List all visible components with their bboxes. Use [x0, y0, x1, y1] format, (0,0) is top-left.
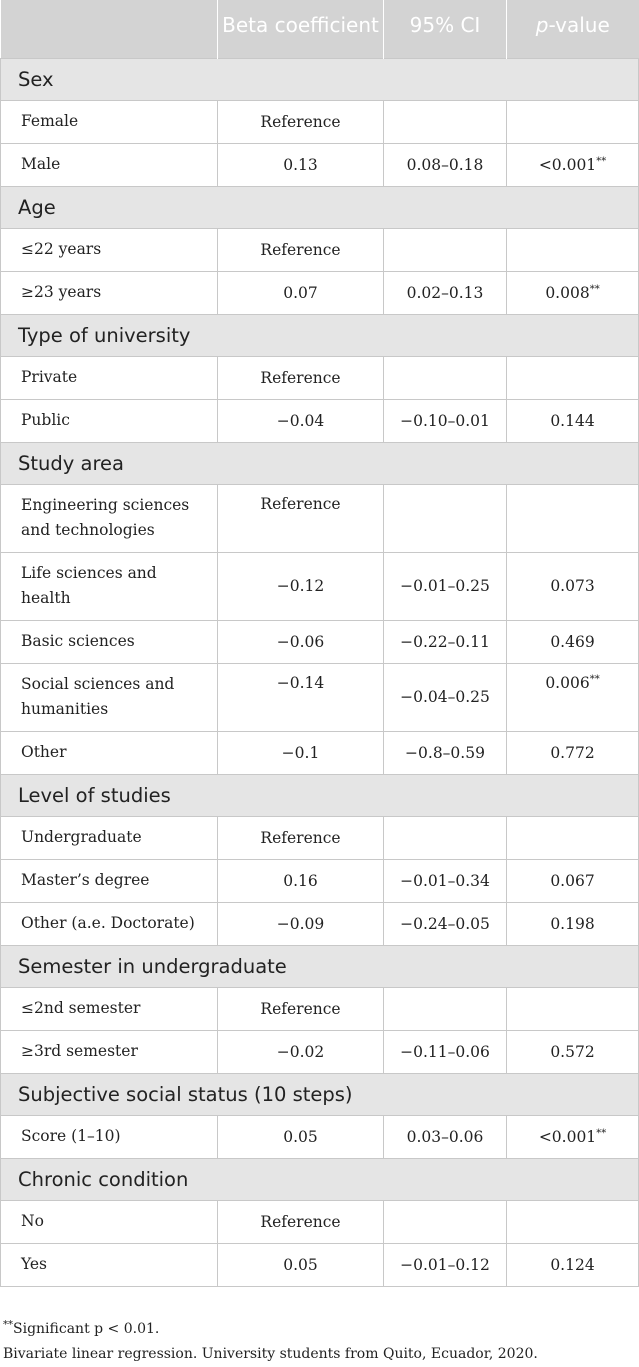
section-title: Semester in undergraduate: [1, 945, 639, 987]
table-row: [1, 620, 639, 663]
table-row: [1, 271, 639, 314]
row-label: Other (a.e. Doctorate): [1, 902, 218, 945]
p-value-text: 0.067: [550, 871, 595, 890]
ci-value: 0.08–0.18: [384, 143, 507, 186]
row-label: Public: [1, 399, 218, 442]
p-value-text: 0.144: [550, 411, 595, 430]
section-row: [1, 945, 639, 987]
row-label: Female: [1, 100, 218, 143]
beta-value: −0.06: [218, 620, 384, 663]
section-row: [1, 314, 639, 356]
section-title: Level of studies: [1, 774, 639, 816]
beta-value: −0.12: [218, 552, 384, 620]
beta-value: Reference: [218, 1200, 384, 1243]
header-row: [1, 0, 639, 58]
table-row: [1, 816, 639, 859]
section-row: [1, 1158, 639, 1200]
p-value: [507, 731, 639, 774]
ci-value: −0.01–0.25: [384, 552, 507, 620]
p-value: [507, 143, 639, 186]
row-label: Other: [1, 731, 218, 774]
ci-value: −0.01–0.34: [384, 859, 507, 902]
beta-value: −0.02: [218, 1030, 384, 1073]
p-value: [507, 552, 639, 620]
significance-mark: **: [596, 1127, 607, 1139]
table-row: [1, 100, 639, 143]
section-row: [1, 58, 639, 100]
row-label: ≥3rd semester: [1, 1030, 218, 1073]
table-row: [1, 987, 639, 1030]
p-value: [507, 100, 639, 143]
p-value-text: 0.469: [550, 632, 595, 651]
p-value-text: 0.772: [550, 743, 595, 762]
row-label: Score (1–10): [1, 1115, 218, 1158]
header-beta: Beta coefficient: [218, 0, 384, 58]
source-note: Bivariate linear regression. University students from Quito, Ecuador, 2020.: [3, 1346, 538, 1362]
ci-value: −0.11–0.06: [384, 1030, 507, 1073]
ci-value: [384, 987, 507, 1030]
beta-value: Reference: [218, 356, 384, 399]
section-row: [1, 1073, 639, 1115]
p-value: [507, 271, 639, 314]
p-value: [507, 356, 639, 399]
section-row: [1, 774, 639, 816]
beta-value: Reference: [218, 816, 384, 859]
significance-mark: **: [596, 155, 607, 167]
beta-value: 0.05: [218, 1115, 384, 1158]
beta-value: 0.07: [218, 271, 384, 314]
ci-value: −0.04–0.25: [384, 663, 507, 731]
ci-value: [384, 228, 507, 271]
row-label: Life sciences and health: [1, 552, 218, 620]
p-value-text: 0.006: [545, 673, 590, 692]
section-title: Subjective social status (10 steps): [1, 1073, 639, 1115]
header-p-rest: -value: [548, 13, 610, 37]
ci-value: [384, 100, 507, 143]
table-row: [1, 663, 639, 731]
table-row: [1, 1243, 639, 1286]
beta-value: Reference: [218, 484, 384, 552]
p-value: [507, 1115, 639, 1158]
section-title: Sex: [1, 58, 639, 100]
section-row: [1, 186, 639, 228]
ci-value: [384, 1200, 507, 1243]
ci-value: −0.22–0.11: [384, 620, 507, 663]
p-value: [507, 620, 639, 663]
ci-value: 0.02–0.13: [384, 271, 507, 314]
p-value: [507, 228, 639, 271]
p-value: [507, 859, 639, 902]
p-value-text: 0.073: [550, 577, 595, 595]
table-row: [1, 552, 639, 620]
row-label: No: [1, 1200, 218, 1243]
header-ci: 95% CI: [384, 0, 507, 58]
row-label: Private: [1, 356, 218, 399]
ci-value: [384, 356, 507, 399]
beta-value: −0.14: [218, 663, 384, 731]
p-value: [507, 663, 639, 731]
p-value-text: 0.008: [545, 283, 590, 302]
beta-value: Reference: [218, 100, 384, 143]
row-label: ≥23 years: [1, 271, 218, 314]
beta-value: −0.09: [218, 902, 384, 945]
ci-value: −0.24–0.05: [384, 902, 507, 945]
table-notes: [3, 1317, 538, 1367]
row-label: ≤2nd semester: [1, 987, 218, 1030]
p-value: [507, 816, 639, 859]
beta-value: −0.1: [218, 731, 384, 774]
beta-value: 0.13: [218, 143, 384, 186]
ci-value: −0.8–0.59: [384, 731, 507, 774]
table-row: [1, 1115, 639, 1158]
table-row: [1, 731, 639, 774]
table-row: [1, 859, 639, 902]
header-p-italic: p: [535, 13, 549, 37]
table-row: [1, 399, 639, 442]
p-value-text: 0.572: [550, 1042, 595, 1061]
beta-value: 0.05: [218, 1243, 384, 1286]
ci-value: [384, 484, 507, 552]
beta-value: −0.04: [218, 399, 384, 442]
significance-mark: **: [589, 283, 600, 295]
table-row: [1, 1200, 639, 1243]
p-value: [507, 987, 639, 1030]
header-p-value: [507, 0, 639, 58]
ci-value: [384, 816, 507, 859]
row-label: Engineering sciences and technologies: [1, 484, 218, 552]
table-row: [1, 902, 639, 945]
table-row: [1, 228, 639, 271]
row-label: Male: [1, 143, 218, 186]
section-title: Chronic condition: [1, 1158, 639, 1200]
table-row: [1, 143, 639, 186]
table-row: [1, 1030, 639, 1073]
p-value-text: 0.124: [550, 1255, 595, 1274]
row-label: Master’s degree: [1, 859, 218, 902]
table-body: [1, 58, 639, 1286]
p-value-text: <0.001: [538, 1127, 597, 1146]
row-label: Social sciences and humanities: [1, 663, 218, 731]
p-value-text: 0.198: [550, 914, 595, 933]
row-label: ≤22 years: [1, 228, 218, 271]
row-label: Yes: [1, 1243, 218, 1286]
ci-value: −0.01–0.12: [384, 1243, 507, 1286]
beta-value: Reference: [218, 987, 384, 1030]
ci-value: −0.10–0.01: [384, 399, 507, 442]
row-label: Undergraduate: [1, 816, 218, 859]
table-row: [1, 484, 639, 552]
p-value-text: <0.001: [538, 155, 597, 174]
p-value: [507, 1243, 639, 1286]
beta-value: Reference: [218, 228, 384, 271]
section-title: Study area: [1, 442, 639, 484]
header-variable: [1, 0, 218, 58]
row-label: Basic sciences: [1, 620, 218, 663]
p-value: [507, 399, 639, 442]
p-value: [507, 1200, 639, 1243]
p-value: [507, 1030, 639, 1073]
significance-mark: **: [589, 673, 600, 685]
beta-value: 0.16: [218, 859, 384, 902]
p-value: [507, 902, 639, 945]
p-value: [507, 484, 639, 552]
significance-note: [3, 1317, 538, 1342]
section-title: Type of university: [1, 314, 639, 356]
significance-text: Significant p < 0.01.: [13, 1321, 160, 1337]
section-row: [1, 442, 639, 484]
significance-mark: **: [3, 1319, 13, 1331]
table-row: [1, 356, 639, 399]
ci-value: 0.03–0.06: [384, 1115, 507, 1158]
section-title: Age: [1, 186, 639, 228]
